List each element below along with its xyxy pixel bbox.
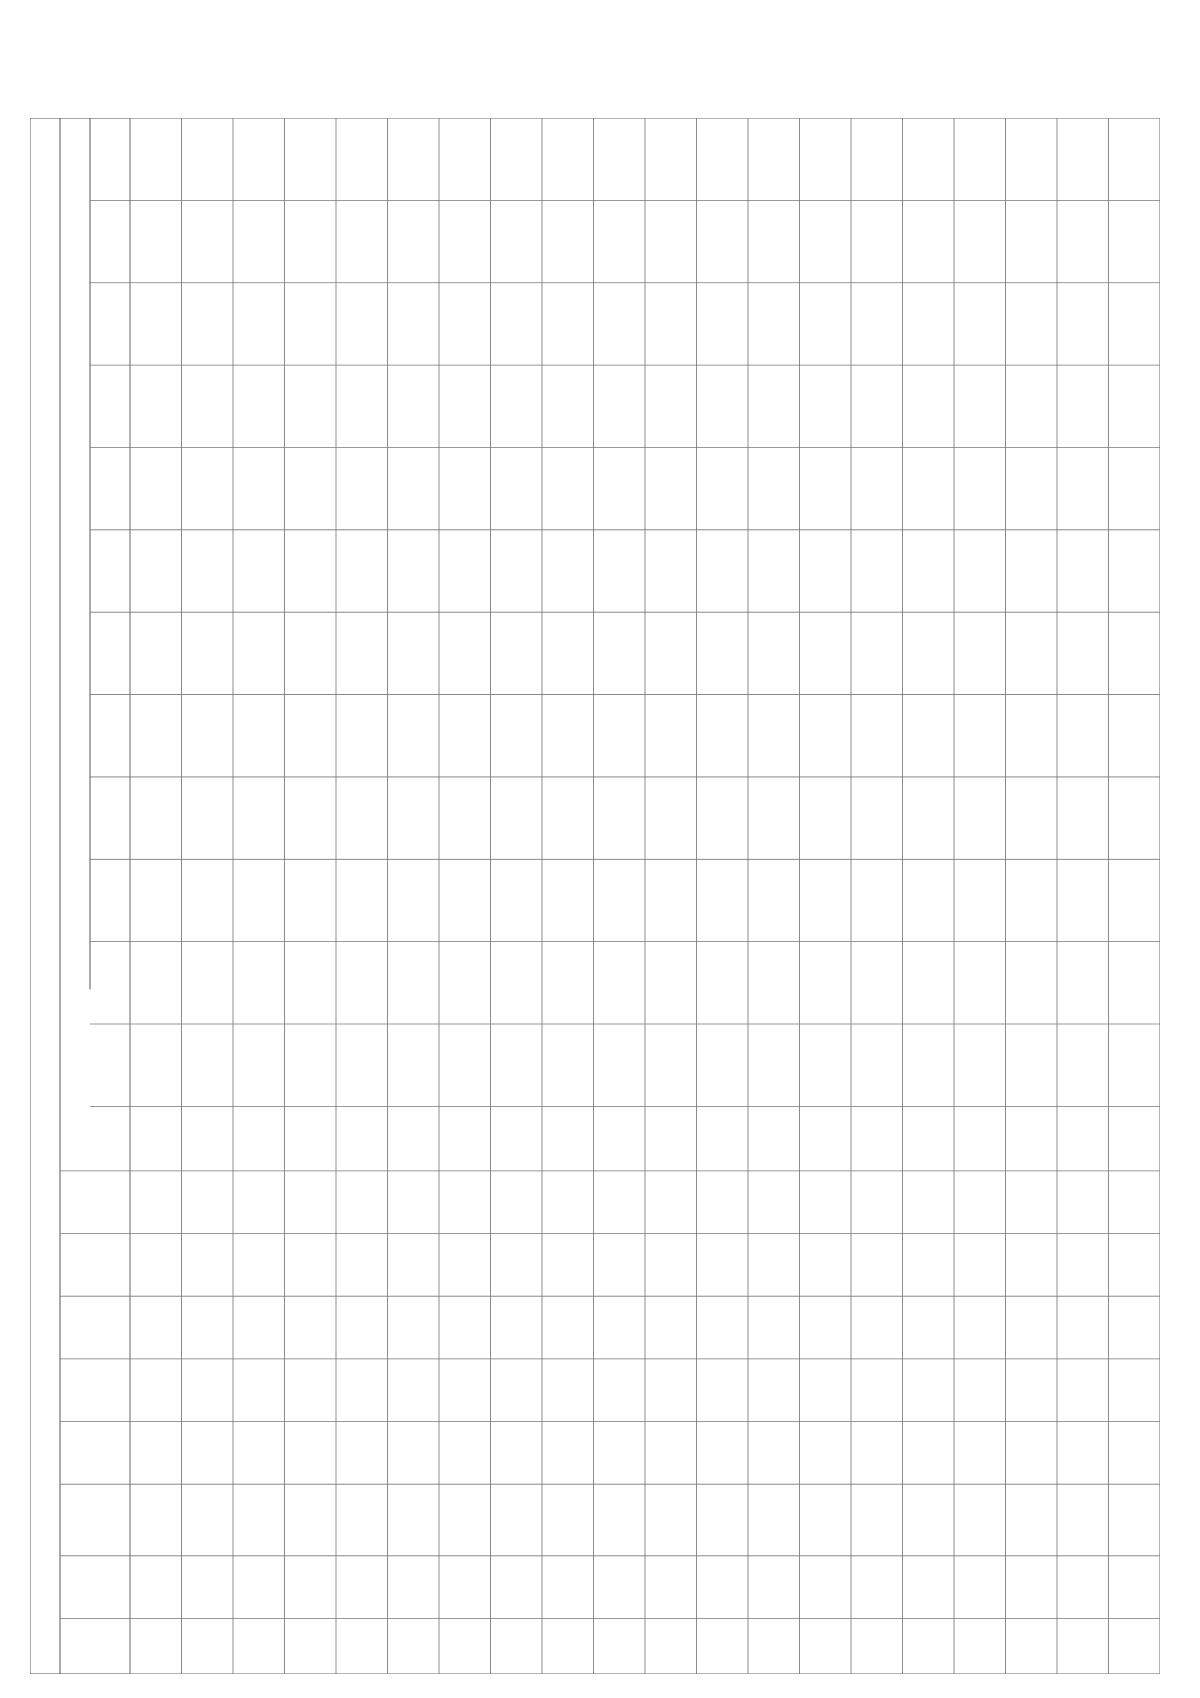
table-row-box: [336, 118, 388, 1674]
table-row: [130, 118, 182, 1674]
table-frame: [30, 118, 1160, 1674]
table-row: [748, 118, 800, 1674]
table-row: [542, 118, 594, 1674]
rotated-table-sheet: [30, 118, 1160, 1674]
table-row: [903, 118, 955, 1674]
table-row: [233, 118, 285, 1674]
table-row-box: [954, 118, 1006, 1674]
table-row-box: [697, 118, 749, 1674]
table-row-box: [1006, 118, 1058, 1674]
table-row-box: [233, 118, 285, 1674]
table-row-box: [1057, 118, 1109, 1674]
table-row-box: [182, 118, 234, 1674]
table-row: [439, 118, 491, 1674]
table-row-box: [903, 118, 955, 1674]
table-row: [388, 118, 440, 1674]
table-row: [1006, 118, 1058, 1674]
table-row: [491, 118, 543, 1674]
table-row-box: [285, 118, 337, 1674]
capital-repair-table: [30, 118, 1160, 1674]
table-row-box: [800, 118, 852, 1674]
table-row: [1057, 118, 1109, 1674]
table-row-box: [748, 118, 800, 1674]
table-row-box: [1109, 118, 1161, 1674]
table-row: [1109, 118, 1161, 1674]
table-row-box: [594, 118, 646, 1674]
table-row: [336, 118, 388, 1674]
table-row: [954, 118, 1006, 1674]
table-row-box: [851, 118, 903, 1674]
table-row-box: [542, 118, 594, 1674]
table-row: [645, 118, 697, 1674]
table-row: [851, 118, 903, 1674]
table-row-box: [388, 118, 440, 1674]
table-row-box: [645, 118, 697, 1674]
table-row: [182, 118, 234, 1674]
table-row: [285, 118, 337, 1674]
table-row-box: [491, 118, 543, 1674]
table-row: [697, 118, 749, 1674]
table-row-box: [130, 118, 182, 1674]
table-row-box: [439, 118, 491, 1674]
table-row: [594, 118, 646, 1674]
table-row: [800, 118, 852, 1674]
